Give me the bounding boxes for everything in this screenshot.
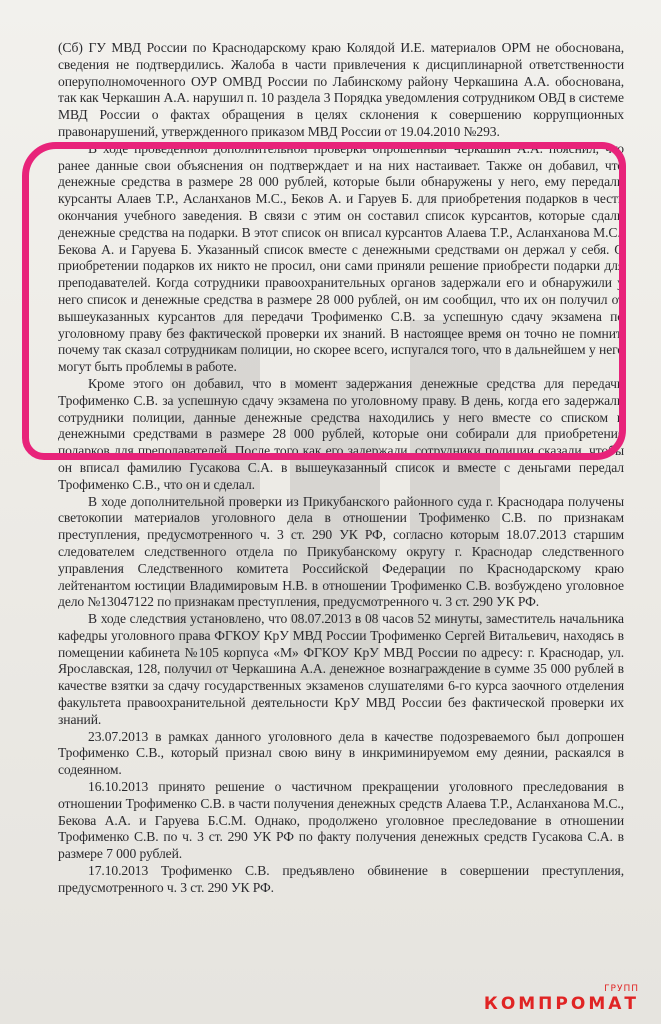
document-body [58,40,624,897]
paragraph-charge: 17.10.2013 Трофименко С.В. предъявлено обвинение в совершении преступления, предусмотренного ч. 3 ст. 290 УК РФ. [58,863,624,895]
logo-big-text: КОМПРОМАТ [483,994,639,1014]
paragraph-intro: (Сб) ГУ МВД России по Краснодарскому краю Колядой И.Е. материалов ОРМ не обоснована, сведения не подтвердились. Жалоба в части привлечения к дисциплинарной ответственности оперуполномоченного ОУР ОМВД России по Лабинскому району Черкашина А.А. обоснована, так как Черкашин А.А. нарушил п. 10 раздела 3 Порядка уведомления сотрудником ОВД в системе МВД России о фактах обращения в целях склонения к совершению коррупционных правонарушений, утвержденного приказом МВД России от 19.04.2010 №293. [58,40,624,139]
kompromat-logo [484,984,639,1014]
paragraph-partial-termination: 16.10.2013 принято решение о частичном прекращении уголовного преследования в отношении Трофименко С.В. в части получения денежных средств Алаева Т.Р., Асланханова М.С., Бекова А.А. и Гаруева Б.С.М. Однако, продолжено уголовное преследование в отношении Трофименко С.В. по ч. 3 ст. 290 УК РФ по факту получения денежных средств Гусакова С.А. в размере 7 000 рублей. [58,779,624,862]
paragraph-court-materials: В ходе дополнительной проверки из Прикубанского районного суда г. Краснодара получены светокопии материалов уголовного дела в отношении Трофименко С.В. по признакам преступления, предусмотренного ч. 3 ст. 290 УК РФ, согласно которым 18.07.2013 старшим следователем следственного отдела по Прикубанскому округу г. Краснодар следственного управления Следственного комитета Российской Федерации по Краснодарскому краю лейтенантом юстиции Владимировым Н.В. в отношении Трофименко С.В. возбуждено уголовное дело №13047122 по признакам преступления, предусмотренного ч. 3 ст. 290 УК РФ. [58,493,624,610]
logo-small-text: ГРУПП [604,984,639,994]
paragraph-suspect: 23.07.2013 в рамках данного уголовного дела в качестве подозреваемого был допрошен Трофименко С.В., который признал свою вину в инкриминируемом ему деянии, раскаялся в содеянном. [58,728,624,778]
paragraph-cherkashin-statement: В ходе проведенной дополнительной проверки опрошенный Черкашин А.А. пояснил, что ранее данные свои объяснения он подтверждает и на них настаивает. Также он добавил, что денежные средства в размере 28 000 рублей, которые были обнаружены у него, ему передали курсанты Алаев Т.Р., Асланханов М.С., Беков А. и Гаруев Б. для приобретения подарков в честь окончания учебного заведения. В связи с этим он составил список курсантов, которые сдали денежные средства на подарки. В этот список он вписал курсантов Алаева Т.Р., Асланханова М.С., Бекова А. и Гаруева Б. Указанный список вместе с денежными средствами он держал у себя. О приобретении подарков их никто не просил, они сами приняли решение приобрести подарки для преподавателей. Когда сотрудники правоохранительных органов задержали его и обнаружили у него список и денежные средства в размере 28 000 рублей, он им сообщил, что их он получил от вышеуказанных курсантов для передачи Трофименко С.В. за успешную сдачу экзамена по уголовному праву без фактической проверки их знаний. В настоящее время он точно не помнит, почему так сказал сотрудникам полиции, но скорее всего, испугался того, что в дальнейшем у него могут быть проблемы в работе. [58,140,624,375]
paragraph-investigation: В ходе следствия установлено, что 08.07.2013 в 08 часов 52 минуты, заместитель начальника кафедры уголовного права ФГКОУ КрУ МВД России Трофименко Сергей Витальевич, находясь в помещении кабинета №105 корпуса «М» ФГКОУ КрУ МВД России по адресу: г. Краснодар, ул. Ярославская, 128, получил от Черкашина А.А. денежное вознаграждение в сумме 35 000 рублей в качестве взятки за сдачу государственных экзаменов слушателями 6-го курса заочного отделения факультета правоохранительной деятельности КрУ МВД России без фактической проверки их знаний. [58,611,624,727]
paragraph-additional: Кроме этого он добавил, что в момент задержания денежные средства для передачи Трофименко С.В. за успешную сдачу экзамена по уголовному праву. В день, когда его задержали сотрудники полиции, данные денежные средства находились у него вместе со списком и денежными средствами в размере 28 000 рублей, которые они собирали для приобретения подарков для преподавателей. После того как его задержали, сотрудники полиции сказали, чтобы он вписал фамилию Гусакова С.А. в вышеуказанный список и вместе с деньгами передал Трофименко С.В., что он и сделал. [58,375,624,492]
